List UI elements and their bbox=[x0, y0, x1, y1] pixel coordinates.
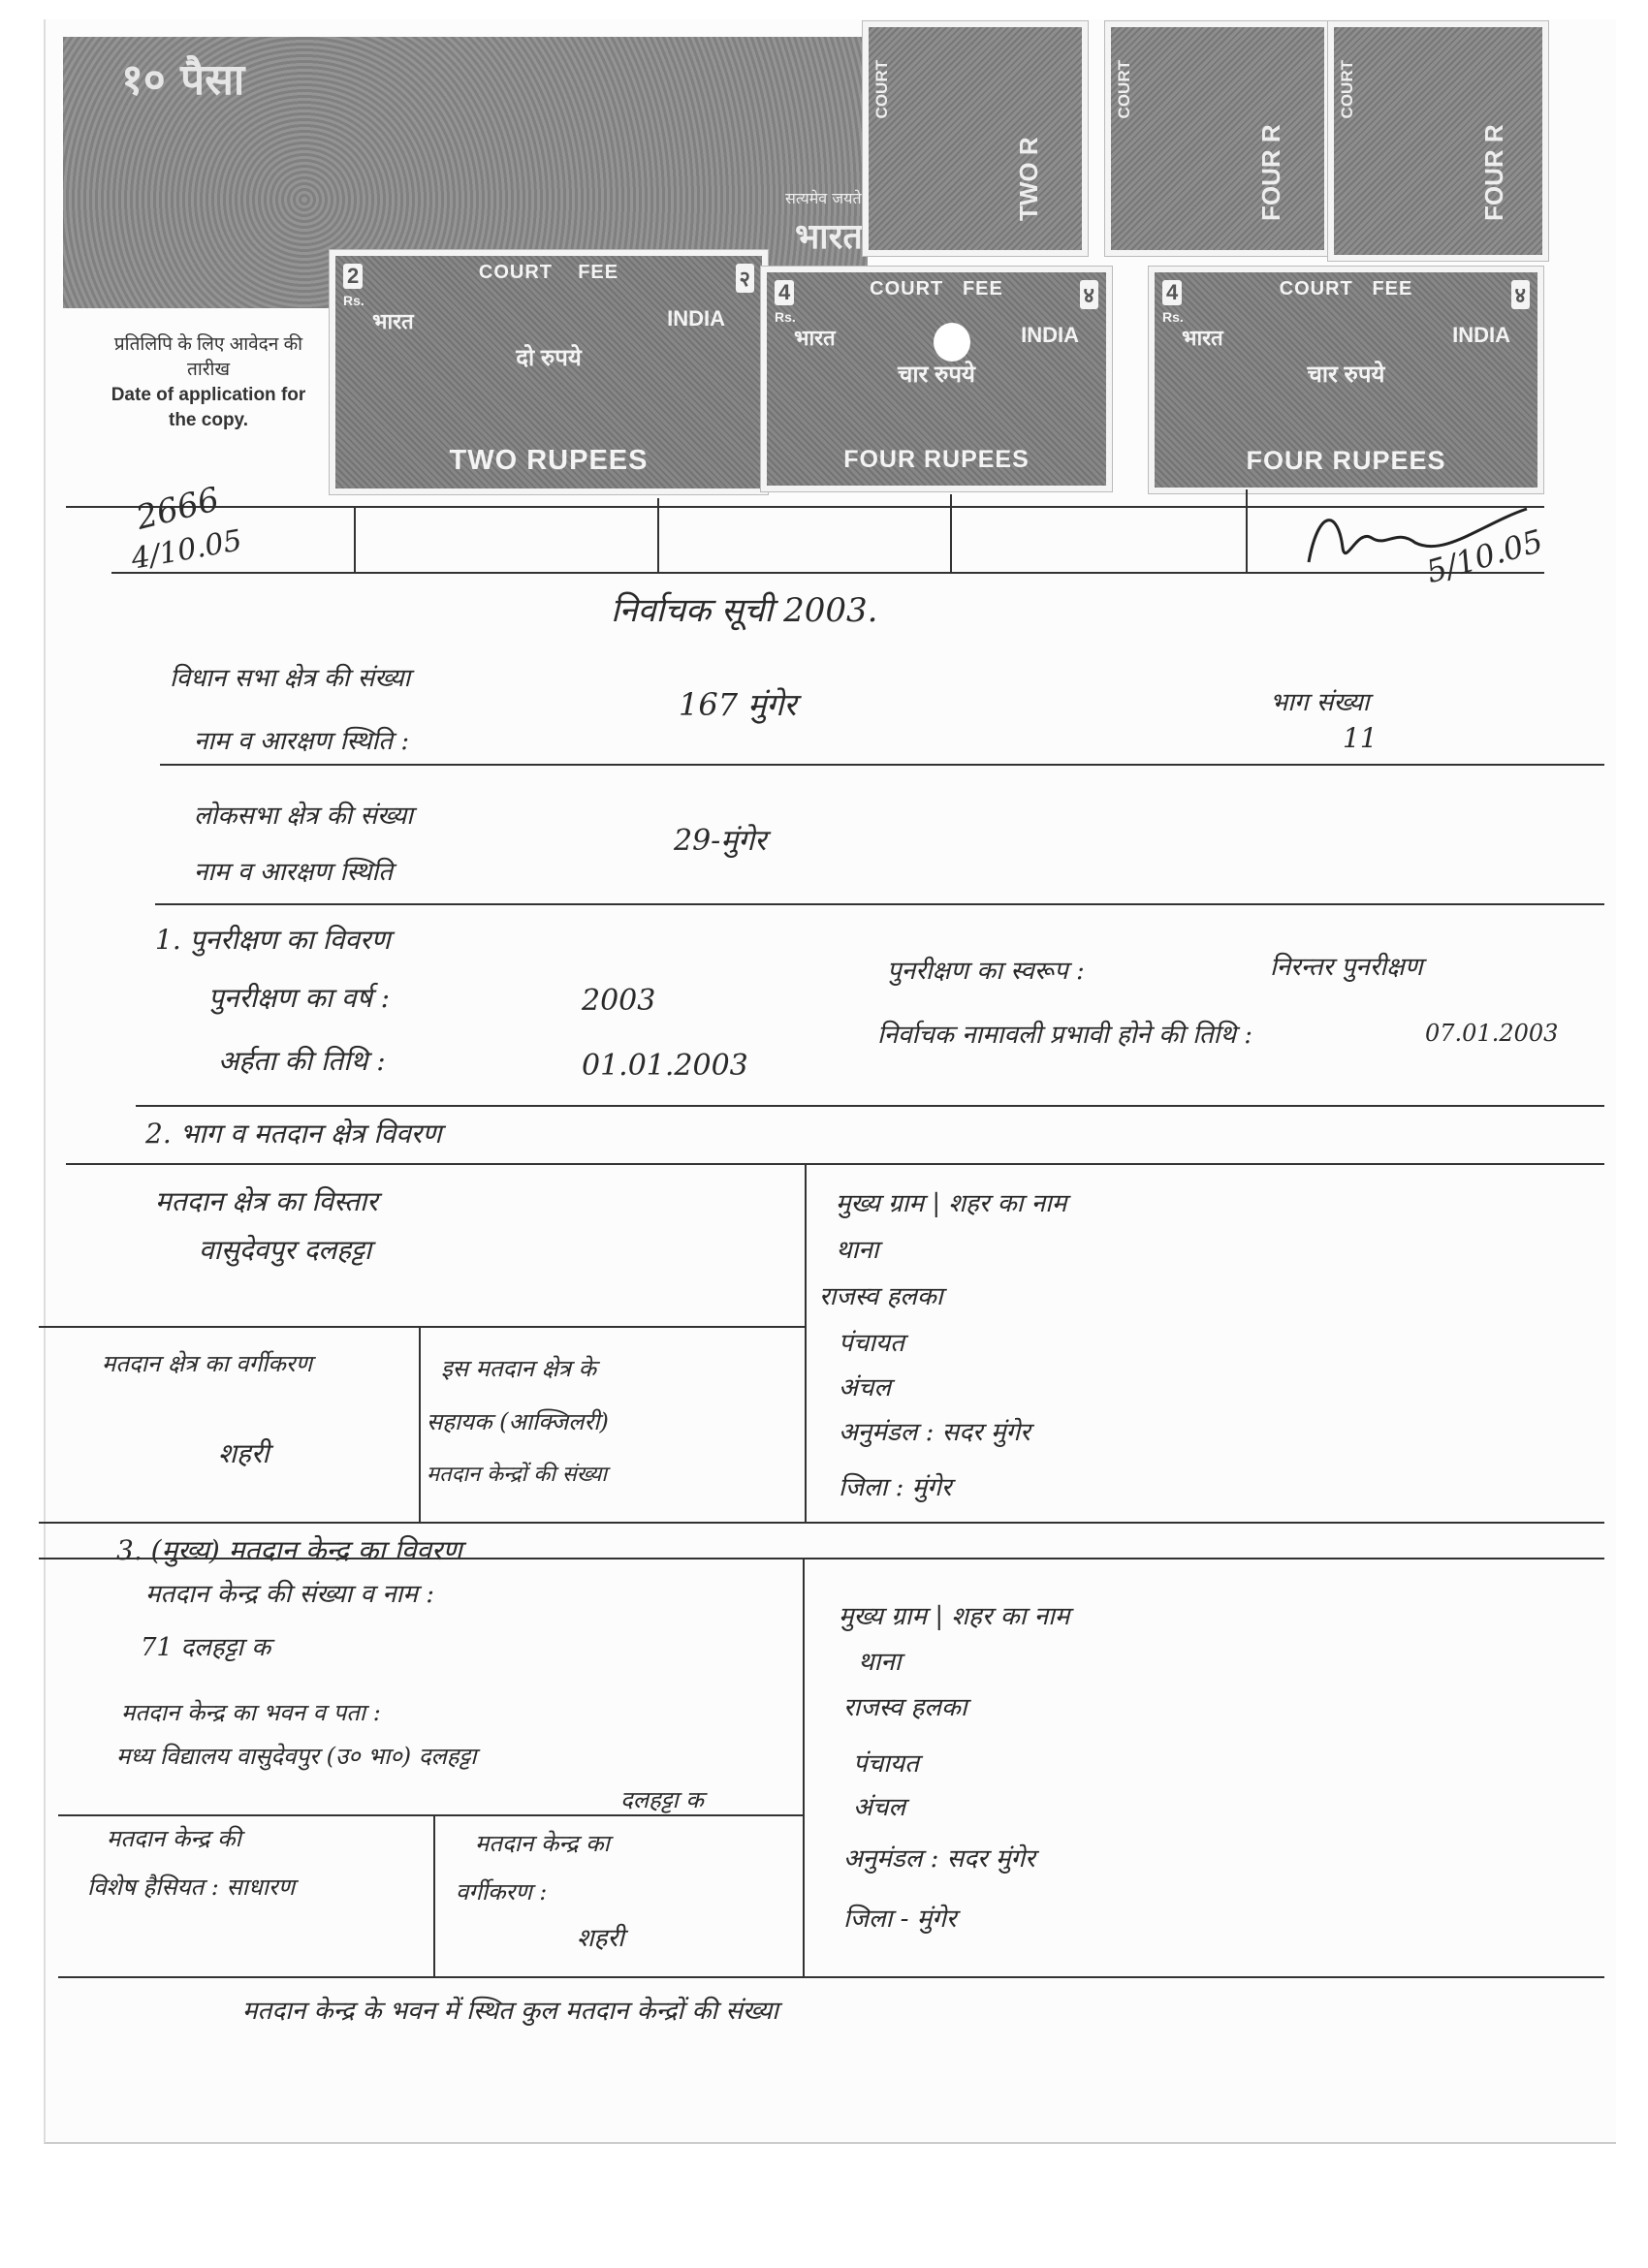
rule-line bbox=[39, 1558, 1604, 1559]
s2-police-station-label: थाना bbox=[836, 1236, 879, 1265]
application-label-hi-1: प्रतिलिपि के लिए आवेदन की bbox=[113, 334, 303, 355]
stamp-court-label: COURT bbox=[478, 262, 553, 283]
center-class-label-1: मतदान केन्द्र का bbox=[475, 1830, 610, 1857]
rule-line bbox=[160, 764, 1604, 766]
revision-type-label: पुनरीक्षण का स्वरूप : bbox=[887, 957, 1085, 986]
stamp-denomination-left: 2 bbox=[343, 264, 363, 289]
publication-date-label: निर्वाचक नामावली प्रभावी होने की तिथि : bbox=[877, 1021, 1253, 1050]
polling-area-type-label: मतदान क्षेत्र का वर्गीकरण bbox=[102, 1350, 312, 1377]
stamp-paper-value: १० पैसा bbox=[121, 55, 245, 105]
application-label-en-1: Date of application for bbox=[111, 385, 306, 405]
upper-stamp-1 bbox=[863, 21, 1088, 256]
part-number-value: 11 bbox=[1343, 722, 1378, 754]
application-date: 4/10.05 bbox=[128, 523, 245, 577]
stamp-denomination-left: 4 bbox=[775, 280, 794, 305]
publication-date-value: 07.01.2003 bbox=[1425, 1020, 1559, 1047]
s3-district-label: जिला - मुंगेर bbox=[843, 1905, 957, 1934]
parliament-value: 29-मुंगेर bbox=[674, 824, 767, 858]
qualifying-date-label: अर्हता की तिथि : bbox=[218, 1045, 386, 1077]
section-3-inner-divider bbox=[433, 1814, 435, 1976]
header-row-divider bbox=[354, 506, 356, 572]
stamp-denomination-right: ४ bbox=[1511, 280, 1530, 309]
stamp-paper-country: भारत bbox=[795, 217, 863, 257]
upper-stamp-court: COURT bbox=[872, 60, 891, 119]
stamp-value-hi: चार रुपये bbox=[898, 362, 975, 388]
auxiliary-centers-label-3: मतदान केन्द्रों की संख्या bbox=[427, 1463, 608, 1487]
revision-year-label: पुनरीक्षण का वर्ष : bbox=[208, 982, 391, 1014]
polling-center-name-value: 71 दलहट्टा क bbox=[141, 1633, 271, 1662]
revision-year-value: 2003 bbox=[582, 984, 656, 1018]
section-2-heading: 2. भाग व मतदान क्षेत्र विवरण bbox=[145, 1118, 442, 1150]
s3-subdivision-label: अनुमंडल : सदर मुंगेर bbox=[843, 1844, 1035, 1874]
stamp-value-en: TWO RUPEES bbox=[449, 445, 649, 476]
polling-building-value: मध्य विद्यालय वासुदेवपुर (उ० भा०) दलहट्टा bbox=[116, 1743, 477, 1770]
polling-center-name-label: मतदान केन्द्र की संख्या व नाम : bbox=[145, 1580, 434, 1609]
s3-panchayat-label: पंचायत bbox=[853, 1749, 919, 1779]
upper-stamp-value: TWO R bbox=[1014, 137, 1043, 221]
rule-line bbox=[39, 1522, 1604, 1524]
s2-circle-label: अंचल bbox=[839, 1373, 892, 1402]
stamp-country-en: INDIA bbox=[1021, 323, 1079, 347]
stamp-denomination-right: २ bbox=[736, 264, 754, 293]
revision-heading: 1. पुनरीक्षण का विवरण bbox=[155, 924, 391, 956]
application-date-label bbox=[78, 332, 339, 433]
court-fee-stamp-2 bbox=[761, 267, 1112, 491]
rule-line bbox=[58, 1814, 803, 1816]
header-row-divider bbox=[657, 498, 659, 572]
header-row-divider bbox=[1246, 489, 1248, 572]
rule-line bbox=[39, 1326, 805, 1328]
auxiliary-centers-label-2: सहायक (आक्जिलरी) bbox=[427, 1408, 609, 1435]
punch-hole bbox=[934, 323, 970, 362]
application-number: 2666 bbox=[132, 480, 224, 538]
rule-line bbox=[136, 1105, 1604, 1107]
application-label-en-2: the copy. bbox=[169, 410, 248, 430]
upper-stamp-value: FOUR R bbox=[1479, 124, 1508, 221]
s3-police-station-label: थाना bbox=[858, 1648, 902, 1677]
stamp-fee-label: FEE bbox=[962, 278, 1003, 299]
stamp-denomination-unit: Rs. bbox=[1162, 309, 1184, 325]
stamp-value-en: FOUR RUPEES bbox=[843, 446, 1030, 473]
stamp-denomination-left: 4 bbox=[1162, 280, 1182, 305]
s2-district-label: जिला : मुंगेर bbox=[839, 1473, 952, 1502]
stamp-value-hi: चार रुपये bbox=[1307, 362, 1385, 388]
stamp-denomination-right: ४ bbox=[1080, 280, 1098, 309]
footer-centers-count-label: मतदान केन्द्र के भवन में स्थित कुल मतदान केन्द्रों की संख्या bbox=[242, 1997, 779, 2026]
header-row-divider bbox=[950, 494, 952, 572]
polling-building-label: मतदान केन्द्र का भवन व पता : bbox=[121, 1699, 381, 1726]
section-2-divider bbox=[805, 1163, 807, 1522]
application-label-hi-2: तारीख bbox=[187, 360, 230, 380]
upper-stamp-value: FOUR R bbox=[1256, 124, 1285, 221]
rule-line bbox=[58, 1976, 1604, 1978]
upper-stamp-court: COURT bbox=[1338, 60, 1356, 119]
stamp-country-hi: भारत bbox=[794, 326, 836, 350]
parliament-label: लोकसभा क्षेत्र की संख्या bbox=[194, 802, 414, 831]
upper-stamp-court: COURT bbox=[1115, 60, 1133, 119]
parliament-label-2: नाम व आरक्षण स्थिति bbox=[194, 858, 394, 887]
upper-stamp-3 bbox=[1328, 21, 1548, 261]
qualifying-date-value: 01.01.2003 bbox=[582, 1049, 748, 1083]
assembly-label-2: नाम व आरक्षण स्थिति : bbox=[194, 727, 410, 756]
s3-circle-label: अंचल bbox=[853, 1793, 906, 1822]
stamp-denomination-unit: Rs. bbox=[343, 293, 364, 308]
upper-stamp-2 bbox=[1105, 21, 1330, 256]
part-number-label: भाग संख्या bbox=[1270, 688, 1370, 717]
stamp-fee-label: FEE bbox=[1372, 278, 1413, 299]
signature-date: 5/10.05 bbox=[1422, 521, 1547, 591]
auxiliary-centers-label-1: इस मतदान क्षेत्र के bbox=[441, 1355, 597, 1382]
section-2-inner-divider bbox=[419, 1326, 421, 1522]
document-title: निर्वाचक सूची 2003. bbox=[611, 591, 878, 630]
polling-area-label: मतदान क्षेत्र का विस्तार bbox=[155, 1185, 378, 1217]
assembly-value: 167 मुंगेर bbox=[679, 686, 797, 723]
revision-type-value: निरन्तर पुनरीक्षण bbox=[1270, 953, 1423, 982]
stamp-fee-label: FEE bbox=[578, 262, 619, 283]
s2-main-village-label: मुख्य ग्राम | शहर का नाम bbox=[836, 1189, 1067, 1218]
special-status-label-1: मतदान केन्द्र की bbox=[107, 1825, 241, 1852]
polling-area-type-value: शहरी bbox=[218, 1437, 269, 1469]
s3-revenue-circle-label: राजस्व हलका bbox=[843, 1693, 967, 1722]
rule-line bbox=[155, 903, 1604, 905]
stamp-paper-motto: सत्यमेव जयते bbox=[785, 189, 862, 207]
stamp-court-label: COURT bbox=[1279, 278, 1353, 299]
stamp-value-en: FOUR RUPEES bbox=[1246, 446, 1446, 475]
s2-subdivision-label: अनुमंडल : सदर मुंगेर bbox=[839, 1418, 1030, 1447]
s3-main-village-label: मुख्य ग्राम | शहर का नाम bbox=[839, 1602, 1070, 1631]
polling-area-value: वासुदेवपुर दलहट्टा bbox=[199, 1234, 372, 1266]
rule-line bbox=[66, 1163, 1604, 1165]
stamp-denomination-unit: Rs. bbox=[775, 309, 796, 325]
section-3-divider bbox=[803, 1558, 805, 1976]
court-fee-stamp-1 bbox=[330, 250, 768, 494]
section-3-heading: 3. (मुख्य) मतदान केन्द्र का विवरण bbox=[116, 1534, 462, 1566]
s2-panchayat-label: पंचायत bbox=[839, 1329, 904, 1358]
assembly-label: विधान सभा क्षेत्र की संख्या bbox=[170, 664, 411, 693]
polling-building-value-2: दलहट्टा क bbox=[620, 1786, 704, 1813]
s2-revenue-circle-label: राजस्व हलका bbox=[819, 1282, 943, 1311]
stamp-country-en: INDIA bbox=[667, 306, 725, 331]
center-class-label-2: वर्गीकरण : bbox=[456, 1878, 548, 1906]
stamp-court-label: COURT bbox=[870, 278, 944, 299]
stamp-country-hi: भारत bbox=[372, 309, 414, 333]
stamp-country-en: INDIA bbox=[1452, 323, 1510, 347]
special-status-label-2: विशेष हैसियत : साधारण bbox=[87, 1874, 296, 1901]
center-class-value: शहरी bbox=[577, 1924, 624, 1953]
court-fee-stamp-3 bbox=[1149, 267, 1543, 493]
stamp-value-hi: दो रुपये bbox=[516, 345, 582, 371]
stamp-country-hi: भारत bbox=[1182, 326, 1223, 350]
